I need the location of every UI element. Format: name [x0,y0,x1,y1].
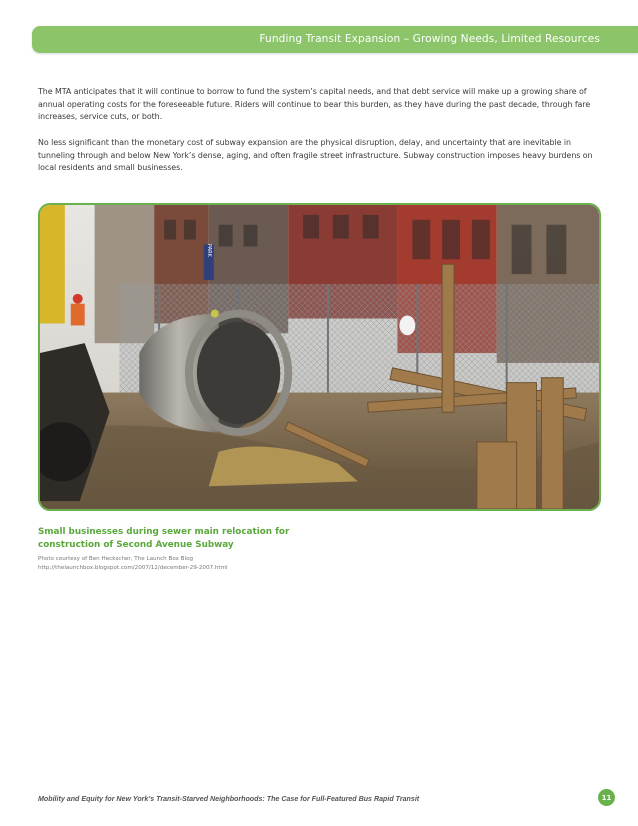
caption-title-line-1: Small businesses during sewer main relocation for [38,527,290,537]
photo-credit [38,555,358,573]
park-sign: PARK [205,244,212,257]
footer-title: Mobility and Equity for New York’s Transit-Starved Neighborhoods: The Case for Full-Featured Bus Rapid Transit [38,795,420,803]
photo-caption-title [38,526,338,552]
body-paragraph-2: No less significant than the monetary cost of subway expansion are the physical disruption, delay, and uncertainty that are inevitable in tunneling through and below New York’s dense, aging, and often fragile street infrastructure. Subway construction imposes heavy burdens on local residents and small businesses. [38,138,593,172]
section-title: Funding Transit Expansion – Growing Needs, Limited Resources [259,33,600,45]
photo-credit-line-2: http://thelaunchbox.blogspot.com/2007/12/december-29-2007.html [38,565,228,571]
construction-photo [38,203,601,511]
caption-title-line-2: construction of Second Avenue Subway [38,540,234,550]
body-paragraph-1: The MTA anticipates that it will continue to borrow to fund the system’s capital needs, and that debt service will make up a growing share of annual operating costs for the foreseeable future. Riders will continue to bear this burden, as they have during the past decade, through fare increases, service cuts, or both. [38,87,591,121]
photo-credit-line-1: Photo courtesy of Ben Heckscher, The Launch Box Blog [38,556,194,562]
section-header-bar [32,26,638,53]
construction-photo-illustration [40,205,599,509]
page-number-badge: 11 [598,789,615,806]
